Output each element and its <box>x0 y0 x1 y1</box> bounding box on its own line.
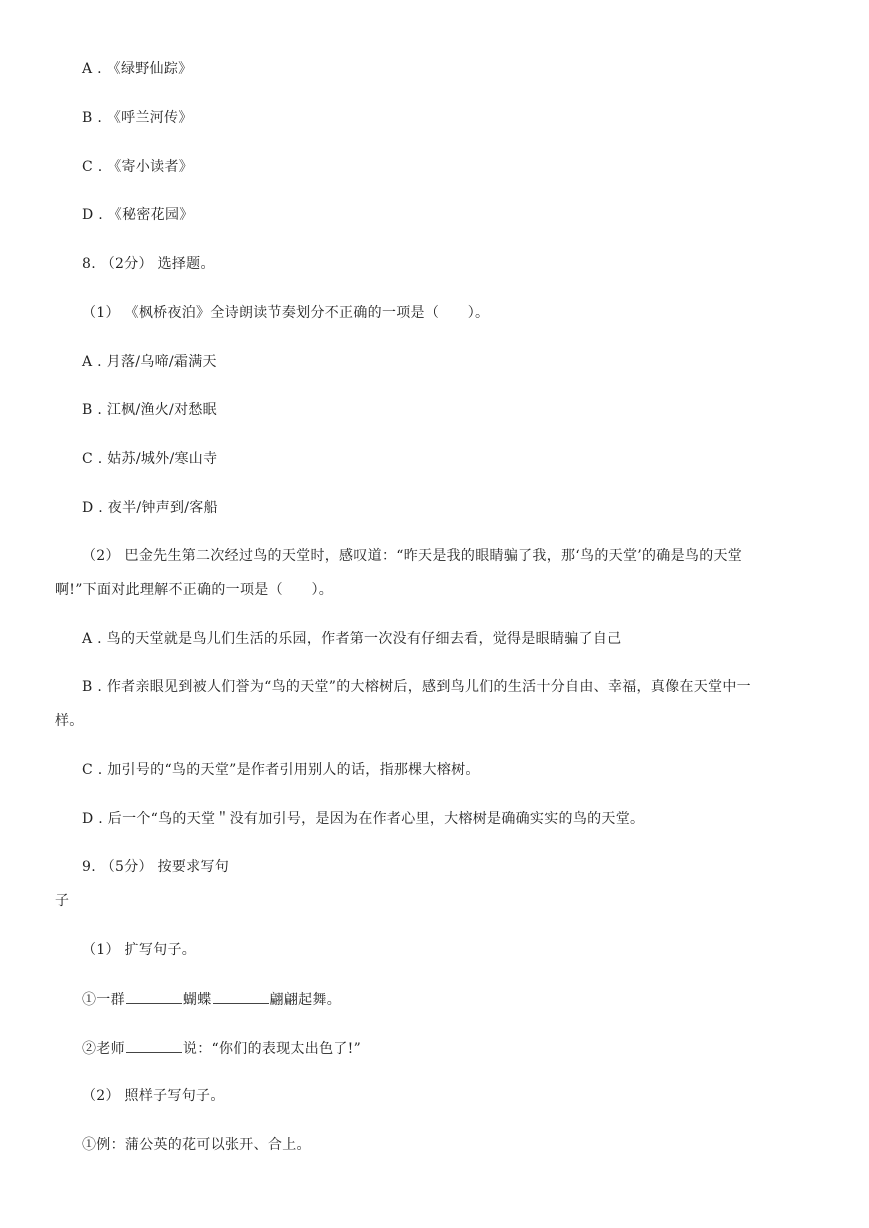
q9-sub1-title: （1） 扩写句子。 <box>82 942 197 958</box>
q7-option-b: B . 《呼兰河传》 <box>82 110 193 126</box>
q8-sub2-option-b-line1: B . 作者亲眼见到被人们誉为“鸟的天堂”的大榕树后，感到鸟儿们的生活十分自由、幸福，真像在天堂中一 <box>82 679 751 695</box>
q8-sub1-option-a: A . 月落/乌啼/霜满天 <box>82 354 217 370</box>
q8-sub1-option-c: C . 姑苏/城外/寒山寺 <box>82 451 218 467</box>
q9-item1 <box>82 989 341 1010</box>
q7-option-d: D . 《秘密花园》 <box>82 207 194 223</box>
q8-sub2-option-c: C . 加引号的“鸟的天堂”是作者引用别人的话，指那棵大榕树。 <box>82 762 480 778</box>
q9-item1-part2: 蝴蝶 <box>182 992 212 1008</box>
q8-sub2-stem-line2: 啊!”下面对此理解不正确的一项是（ ）。 <box>55 582 334 598</box>
q7-option-c: C . 《寄小读者》 <box>82 159 194 175</box>
q9-item1-part3: 翩翩起舞。 <box>269 992 342 1008</box>
answer-blank[interactable] <box>126 989 182 1004</box>
q9-item2-part1: ②老师 <box>82 1041 125 1057</box>
q9-item2-part2: 说：“你们的表现太出色了!” <box>182 1041 362 1057</box>
answer-blank[interactable] <box>213 989 269 1004</box>
q9-sub2-title: （2） 照样子写句子。 <box>82 1088 225 1104</box>
q8-sub2-option-d: D . 后一个“鸟的天堂＂没有加引号，是因为在作者心里，大榕树是确确实实的鸟的天堂。 <box>82 811 645 827</box>
q7-option-a: A . 《绿野仙踪》 <box>82 61 193 77</box>
q8-sub1-option-b: B . 江枫/渔火/对愁眠 <box>82 402 217 418</box>
q8-sub1-stem: （1） 《枫桥夜泊》全诗朗读节奏划分不正确的一项是（ ）。 <box>82 305 490 321</box>
q9-example: ①例：蒲公英的花可以张开、合上。 <box>82 1137 311 1153</box>
q8-sub2-option-a: A . 鸟的天堂就是鸟儿们生活的乐园，作者第一次没有仔细去看，觉得是眼睛骗了自己 <box>82 631 622 647</box>
q9-item2 <box>82 1038 361 1059</box>
q8-sub1-option-d: D . 夜半/钟声到/客船 <box>82 500 218 516</box>
q9-item1-part1: ①一群 <box>82 992 125 1008</box>
q9-header-line1: 9. （5分） 按要求写句 <box>82 859 230 875</box>
q8-sub2-option-b-line2: 样。 <box>55 713 84 729</box>
q8-sub2-stem-line1: （2） 巴金先生第二次经过鸟的天堂时，感叹道：“昨天是我的眼睛骗了我，那‘鸟的天堂’的确是鸟的天堂 <box>82 548 743 564</box>
q9-header-line2: 子 <box>55 893 70 909</box>
q8-header: 8. （2分） 选择题。 <box>82 256 215 272</box>
answer-blank[interactable] <box>126 1038 182 1053</box>
